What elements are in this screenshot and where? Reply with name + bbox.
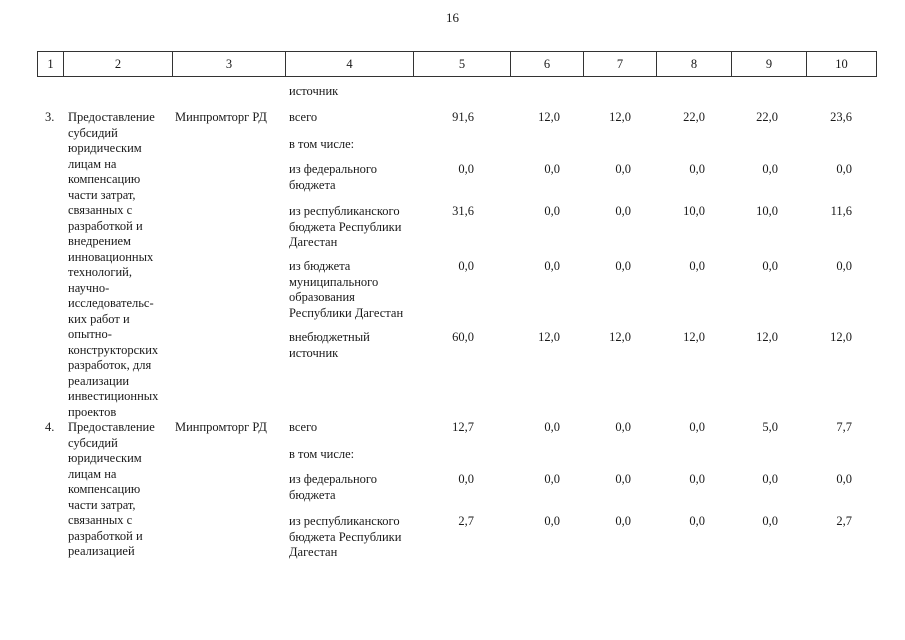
funding-source-label: из бюджета <box>289 259 351 273</box>
row-name-line: субсидий <box>68 125 118 140</box>
column-header-7: 7 <box>583 52 656 76</box>
funding-source-label: Дагестан <box>289 235 338 249</box>
value-cell: 12,0 <box>683 330 705 344</box>
value-cell: 12,0 <box>756 330 778 344</box>
funding-source-label: всего <box>289 420 318 434</box>
value-cell: 0,0 <box>689 259 705 273</box>
value-cell: 0,0 <box>544 204 560 218</box>
funding-source-label: бюджета Республики <box>289 529 402 544</box>
page-number: 16 <box>446 10 459 25</box>
row-name-line: части затрат, <box>68 187 136 202</box>
value-cell: 0,0 <box>544 162 560 176</box>
row-name-line: внедрением <box>68 234 131 248</box>
row-name-line: разработкой и <box>68 218 143 233</box>
value-cell: 0,0 <box>615 514 631 528</box>
column-header-6: 6 <box>510 52 583 76</box>
funding-source-label: из республиканского <box>289 204 400 218</box>
row-name-line: ких работ и <box>68 311 130 326</box>
value-cell: 7,7 <box>836 420 852 434</box>
row-name-line: инновационных <box>68 249 154 264</box>
funding-source-label: из федерального <box>289 472 377 486</box>
value-cell: 12,0 <box>609 110 631 124</box>
funding-source-label: из республиканского <box>289 514 400 528</box>
value-cell: 0,0 <box>762 514 778 528</box>
row-name-line: научно- <box>68 280 110 295</box>
funding-source-label: бюджета <box>289 487 336 502</box>
funding-source-label: образования <box>289 290 355 304</box>
row-name-line: реализации <box>68 373 130 388</box>
value-cell: 0,0 <box>615 162 631 176</box>
table-header <box>37 51 877 77</box>
value-cell: 0,0 <box>458 472 474 486</box>
value-cell: 0,0 <box>762 162 778 176</box>
row-name-line: разработкой и <box>68 528 143 543</box>
column-header-5: 5 <box>413 52 510 76</box>
value-cell: 91,6 <box>452 110 474 124</box>
value-cell: 10,0 <box>756 204 778 218</box>
value-cell: 0,0 <box>762 472 778 486</box>
funding-source-label: всего <box>289 110 318 124</box>
value-cell: 60,0 <box>452 330 474 344</box>
row-name-line: конструкторских <box>68 342 159 357</box>
row-name-line: Предоставление <box>68 420 155 434</box>
row-name-line: связанных с <box>68 203 133 217</box>
value-cell: 0,0 <box>544 472 560 486</box>
value-cell: 12,0 <box>609 330 631 344</box>
funding-source-label: бюджета Республики <box>289 219 402 234</box>
row-name-line: юридическим <box>68 451 142 465</box>
funding-source-label: источник <box>289 345 339 360</box>
row-name-line: лицам на <box>68 156 117 171</box>
row-name-line: опытно- <box>68 327 112 341</box>
row-name-line: части затрат, <box>68 497 136 512</box>
value-cell: 0,0 <box>458 259 474 273</box>
value-cell: 0,0 <box>762 259 778 273</box>
funding-source-label: муниципального <box>289 274 379 289</box>
funding-source-label: в том числе: <box>289 447 355 461</box>
value-cell: 22,0 <box>683 110 705 124</box>
funding-source-label: в том числе: <box>289 137 355 151</box>
row-agency: Минпромторг РД <box>175 420 267 434</box>
value-cell: 12,0 <box>538 330 560 344</box>
value-cell: 0,0 <box>615 259 631 273</box>
row-name-line: субсидий <box>68 435 118 450</box>
value-cell: 0,0 <box>836 472 852 486</box>
value-cell: 0,0 <box>836 259 852 273</box>
value-cell: 23,6 <box>830 110 852 124</box>
row-name-line: разработок, для <box>68 358 152 372</box>
row-name-line: исследовательс- <box>68 296 154 310</box>
value-cell: 12,7 <box>452 420 474 434</box>
row-name-line: лицам на <box>68 466 117 481</box>
value-cell: 5,0 <box>762 420 778 434</box>
value-cell: 2,7 <box>458 514 474 528</box>
row-name-line: проектов <box>68 404 117 419</box>
value-cell: 0,0 <box>615 472 631 486</box>
value-cell: 0,0 <box>544 514 560 528</box>
value-cell: 0,0 <box>689 420 705 434</box>
row-agency: Минпромторг РД <box>175 110 267 124</box>
column-header-4: 4 <box>285 52 413 76</box>
row-number: 4. <box>45 420 55 434</box>
funding-source-label: из федерального <box>289 162 377 176</box>
column-header-1: 1 <box>37 52 63 76</box>
row-name-line: компенсацию <box>68 172 141 186</box>
row-number: 3. <box>45 110 55 124</box>
value-cell: 31,6 <box>452 204 474 218</box>
row-name-line: Предоставление <box>68 110 155 124</box>
value-cell: 2,7 <box>836 514 852 528</box>
value-cell: 0,0 <box>458 162 474 176</box>
value-cell: 12,0 <box>830 330 852 344</box>
value-cell: 0,0 <box>544 259 560 273</box>
row-name-line: связанных с <box>68 513 133 527</box>
value-cell: 0,0 <box>544 420 560 434</box>
value-cell: 22,0 <box>756 110 778 124</box>
value-cell: 0,0 <box>689 472 705 486</box>
funding-source-label: Дагестан <box>289 545 338 559</box>
column-header-9: 9 <box>731 52 806 76</box>
row-name-line: инвестиционных <box>68 389 159 403</box>
column-header-3: 3 <box>172 52 285 76</box>
funding-source-label: внебюджетный <box>289 330 370 344</box>
row-name-line: компенсацию <box>68 482 141 496</box>
row-name-line: реализацией <box>68 544 135 558</box>
value-cell: 0,0 <box>689 514 705 528</box>
column-header-2: 2 <box>63 52 172 76</box>
value-cell: 0,0 <box>836 162 852 176</box>
row-name-line: юридическим <box>68 141 142 155</box>
column-header-8: 8 <box>656 52 731 76</box>
value-cell: 11,6 <box>830 204 852 218</box>
value-cell: 0,0 <box>615 420 631 434</box>
funding-source-label: бюджета <box>289 177 336 192</box>
value-cell: 12,0 <box>538 110 560 124</box>
value-cell: 10,0 <box>683 204 705 218</box>
column-header-10: 10 <box>806 52 877 76</box>
row-name-line: технологий, <box>68 265 132 279</box>
funding-source-label: Республики Дагестан <box>289 305 404 320</box>
value-cell: 0,0 <box>689 162 705 176</box>
value-cell: 0,0 <box>615 204 631 218</box>
continuation-text: источник <box>289 84 339 98</box>
